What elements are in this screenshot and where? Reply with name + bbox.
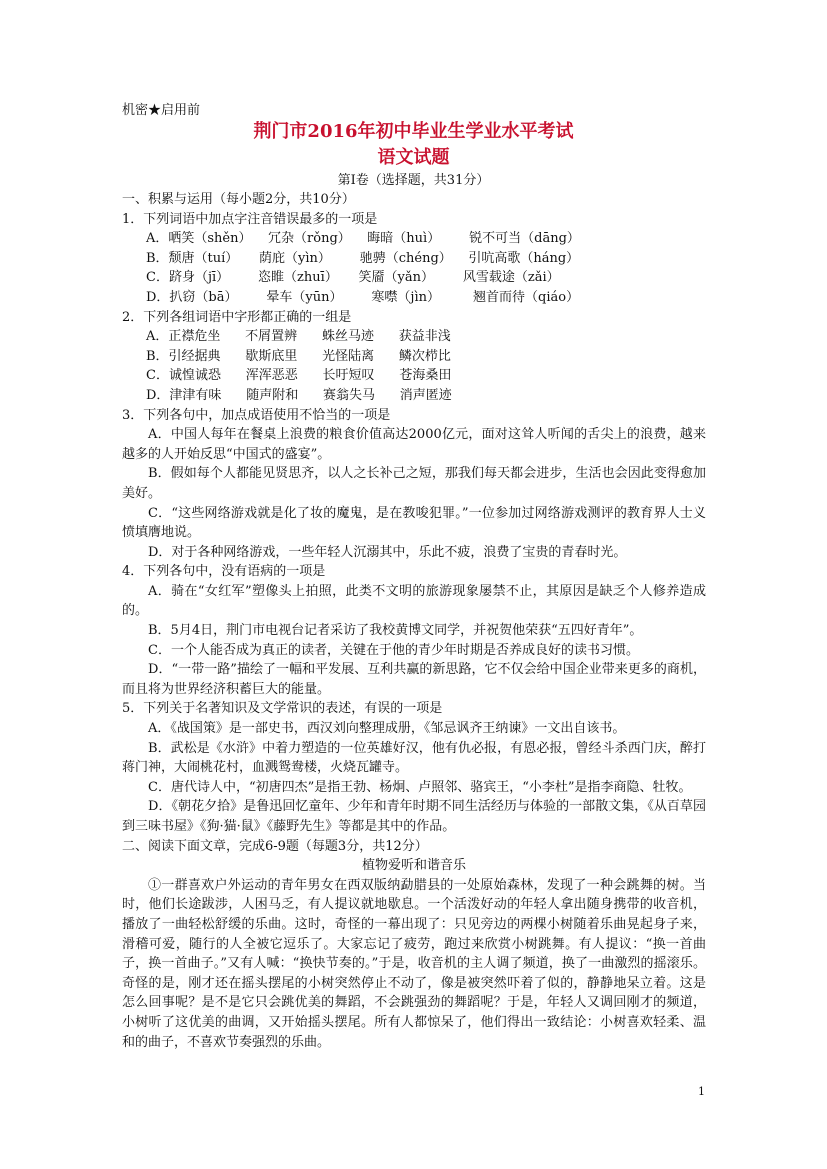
question-4-option-c: C．一个人能否成为真正的读者，关键在于他的青少年时期是否养成良好的读书习惯。 [148, 642, 639, 658]
question-3-stem: 3．下列各句中，加点成语使用不恰当的一项是 [122, 407, 391, 423]
question-1-option-c: C．跻身（jī） 恣睢（zhuī） 笑靥（yǎn） 风雪载途（zǎi） [146, 270, 560, 286]
page-number: 1 [698, 1085, 705, 1098]
question-3-option-c: C．“这些网络游戏就是化了妆的魔鬼，是在教唆犯罪。”一位参加过网络游戏测评的教育界人士义愤填膺地说。 [122, 505, 706, 541]
question-2-stem: 2．下列各组词语中字形都正确的一组是 [122, 309, 352, 325]
exam-content [122, 190, 706, 1052]
section-heading-2: 二、阅读下面文章，完成6-9题（每题3分，共12分） [122, 838, 428, 854]
question-5-option-a: A．《战国策》是一部史书，西汉刘向整理成册，《邹忌讽齐王纳谏》一文出自该书。 [148, 721, 626, 737]
question-2-option-a: A．正襟危坐 不屑置辨 蛛丝马迹 获益非浅 [146, 329, 451, 345]
question-3-option-d: D．对于各种网络游戏，一些年轻人沉溺其中，乐此不疲，浪费了宝贵的青春时光。 [148, 544, 627, 560]
question-1-stem: 1．下列词语中加点字注音错误最多的一项是 [122, 211, 378, 227]
exam-title: 荆门市2016年初中毕业生学业水平考试 [253, 121, 574, 142]
question-1-option-d: D．扒窃（bā） 晕车（yūn） 寒噤（jìn） 翘首而待（qiáo） [146, 289, 580, 305]
question-4-option-d: D．“一带一路”描绘了一幅和平发展、互利共赢的新思路，它不仅会给中国企业带来更多的商机，而且将为世界经济积蓄巨大的能量。 [122, 662, 706, 697]
exam-subject: 语文试题 [377, 147, 450, 168]
article-title: 植物爱听和谐音乐 [361, 858, 466, 874]
question-4-option-b: B．5月4日，荆门市电视台记者采访了我校黄博文同学，并祝贺他荣获“五四好青年”。 [148, 623, 643, 639]
question-1-option-b: B．颓唐（tuí） 荫庇（yìn） 驰骋（chéng） 引吭高歌（háng） [146, 250, 580, 266]
question-5-option-b: B．武松是《水浒》中着力塑造的一位英雄好汉，他有仇必报，有恩必报，曾经斗杀西门庆，醉打蒋门神，大闹桃花村，血溅鸳鸯楼，火烧瓦罐寺。 [122, 740, 706, 776]
question-4-option-a: A．骑在“女红军”塑像头上拍照，此类不文明的旅游现象屡禁不止，其原因是缺乏个人修养造成的。 [122, 583, 706, 619]
article-paragraph-1: ①一群喜欢户外运动的青年男女在西双版纳勐腊县的一处原始森林，发现了一种会跳舞的树。当时，他们长途跋涉，人困马乏，有人提议就地歇息。一个活泼好动的年轻人拿出随身携带的收音机，播放了一曲轻松舒缓的乐曲。这时，奇怪的一幕出现了：只见旁边的两棵小树随着乐曲晃起身子来，滑稽可爱，随行的人全被它逗乐了。大家忘记了疲劳，跑过来欣赏小树跳舞。有人提议：“换一首曲子，换一首曲子。”又有人喊：“换快节奏的。”于是，收音机的主人调了频道，换了一曲激烈的摇滚乐。奇怪的是，刚才还在摇头摆尾的小树突然停止不动了，像是被突然吓着了似的，静静地呆立着。这是怎么回事呢？是不是它只会跳优美的舞蹈，不会跳强劲的舞蹈呢？于是，年轻人又调回刚才的频道，小树听了这优美的曲调，又开始摇头摆尾。所有人都惊呆了，他们得出一致结论：小树喜欢轻柔、温和的曲子，不喜欢节奏强烈的乐曲。 [122, 877, 706, 1050]
volume-heading: 第Ⅰ卷（选择题，共31分） [337, 173, 490, 188]
confidential-label: 机密★启用前 [122, 103, 201, 118]
question-4-stem: 4．下列各句中，没有语病的一项是 [122, 564, 326, 580]
section-heading-1: 一、积累与运用（每小题2分，共10分） [122, 192, 355, 207]
question-5-option-d: D．《朝花夕拾》是鲁迅回忆童年、少年和青年时期不同生活经历与体验的一部散文集，《从百草园到三味书屋》《狗·猫·鼠》《藤野先生》等都是其中的作品。 [122, 799, 706, 834]
question-3-option-a: A．中国人每年在餐桌上浪费的粮食价值高达2000亿元，面对这耸人听闻的舌尖上的浪费，越来越多的人开始反思“中国式的盛宴”。 [122, 427, 706, 462]
question-2-option-d: D．津津有味 随声附和 赛翁失马 消声匿迹 [146, 387, 452, 403]
question-2-option-b: B．引经据典 歇斯底里 光怪陆离 鳞次栉比 [146, 348, 451, 364]
question-5-stem: 5．下列关于名著知识及文学常识的表述，有误的一项是 [122, 701, 443, 717]
question-1-option-a: A．哂笑（shěn） 冗杂（rǒng） 晦暗（huì） 锐不可当（dāng） [146, 231, 580, 247]
question-5-option-c: C．唐代诗人中，“初唐四杰”是指王勃、杨炯、卢照邻、骆宾王，“小李杜”是指李商隐、牡牧。 [148, 779, 692, 795]
question-3-option-b: B．假如每个人都能见贤思齐，以人之长补己之短，那我们每天都会进步，生活也会因此变得愈加美好。 [122, 466, 706, 501]
question-2-option-c: C．诚惶诚恐 浑浑恶恶 长吁短叹 苍海桑田 [146, 368, 452, 384]
